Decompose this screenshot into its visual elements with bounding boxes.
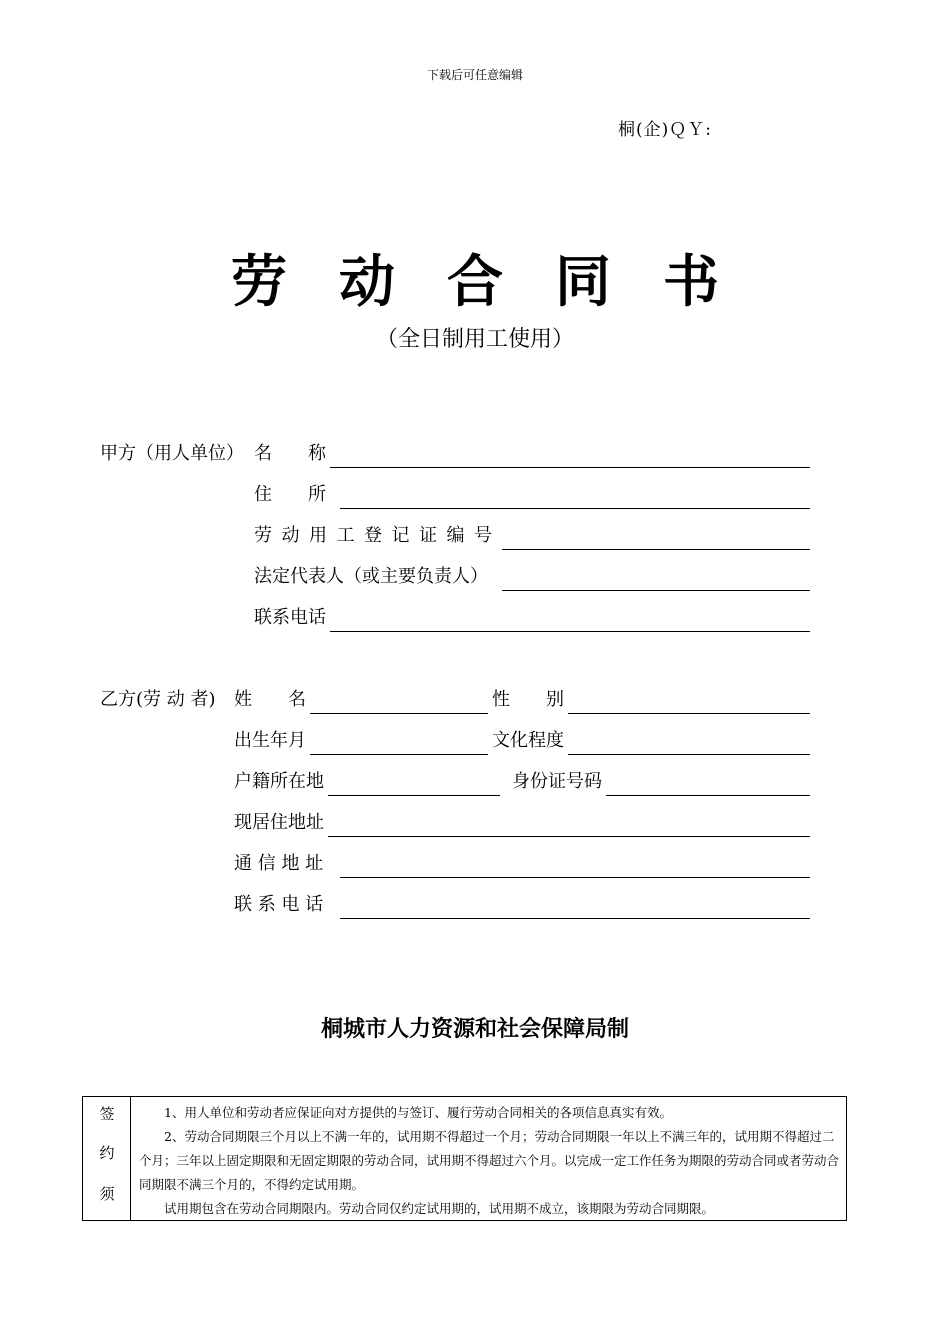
page-subtitle: （全日制用工使用） [375, 327, 574, 352]
party-b-id-field[interactable] [606, 795, 810, 796]
party-b-phone-label: 联 系 电 话 [234, 894, 324, 915]
party-b-gender-label: 性 别 [492, 689, 564, 710]
party-b-name-label: 姓 名 [234, 689, 306, 710]
notice-heading-char-3: 须 [99, 1185, 115, 1203]
party-b-phone-field[interactable] [340, 918, 810, 919]
signing-notice-heading [83, 1097, 131, 1220]
signing-notice-box [82, 1096, 847, 1221]
party-a-phone-field[interactable] [330, 631, 810, 632]
party-b-name-row [100, 688, 810, 714]
party-b-household-row [234, 770, 810, 796]
party-b-gender-field[interactable] [568, 713, 810, 714]
party-a-representative-row [254, 565, 810, 591]
signing-notice-body [139, 1101, 841, 1221]
party-b-birth-field[interactable] [310, 754, 488, 755]
party-a-name-row [100, 442, 810, 468]
party-a-registration-row [254, 524, 810, 550]
notice-heading-char-2: 约 [99, 1144, 115, 1162]
party-b-birth-row [234, 729, 810, 755]
party-a-name-label: 名 称 [254, 443, 326, 464]
party-a-phone-label: 联系电话 [254, 607, 326, 628]
party-a-address-label: 住 所 [254, 484, 326, 505]
party-b-residence-field[interactable] [328, 836, 810, 837]
party-b-mailing-row [234, 852, 810, 878]
party-b-name-field[interactable] [310, 713, 488, 714]
notice-paragraph-1: 1、用人单位和劳动者应保证向对方提供的与签订、履行劳动合同相关的各项信息真实有效。 [164, 1105, 672, 1120]
party-a-representative-field[interactable] [502, 590, 810, 591]
party-b-mailing-field[interactable] [340, 877, 810, 878]
party-b-residence-row [234, 811, 810, 837]
party-a-representative-label: 法定代表人（或主要负责人） [254, 566, 488, 587]
party-b-heading: 乙方(劳 动 者) [100, 689, 216, 710]
party-a-name-field[interactable] [330, 467, 810, 468]
notice-paragraph-3: 试用期包含在劳动合同期限内。劳动合同仅约定试用期的，试用期不成立，该期限为劳动合同期限。 [164, 1201, 715, 1216]
party-a-registration-label: 劳动用工登记证编号 [254, 525, 502, 546]
document-code: 桐(企)ＱＹ: [618, 120, 712, 140]
party-a-address-row [254, 483, 810, 509]
party-b-phone-row [234, 893, 810, 919]
party-a-phone-row [254, 606, 810, 632]
notice-paragraph-2: 2、劳动合同期限三个月以上不满一年的，试用期不得超过一个月；劳动合同期限一年以上不满三年的，试用期不得超过二个月；三年以上固定期限和无固定期限的劳动合同，试用期不得超过六个月。以完成一定工作任务为期限的劳动合同或者劳动合同期限不满三个月的，不得约定试用期。 [139, 1129, 840, 1192]
page-title: 劳动合同书 [231, 250, 771, 315]
header-note: 下载后可任意编辑 [426, 68, 523, 82]
party-b-household-field[interactable] [328, 795, 500, 796]
party-b-birth-label: 出生年月 [234, 730, 306, 751]
party-a-heading: 甲方（用人单位） [100, 443, 244, 464]
party-b-education-field[interactable] [568, 754, 810, 755]
party-b-mailing-label: 通 信 地 址 [234, 853, 324, 874]
party-b-education-label: 文化程度 [492, 730, 564, 751]
party-b-id-label: 身份证号码 [512, 771, 602, 792]
party-a-address-field[interactable] [340, 508, 810, 509]
party-a-registration-field[interactable] [502, 549, 810, 550]
notice-heading-char-1: 签 [99, 1105, 115, 1123]
party-b-residence-label: 现居住地址 [234, 812, 324, 833]
party-b-household-label: 户籍所在地 [234, 771, 324, 792]
issuer-name: 桐城市人力资源和社会保障局制 [320, 1017, 629, 1042]
